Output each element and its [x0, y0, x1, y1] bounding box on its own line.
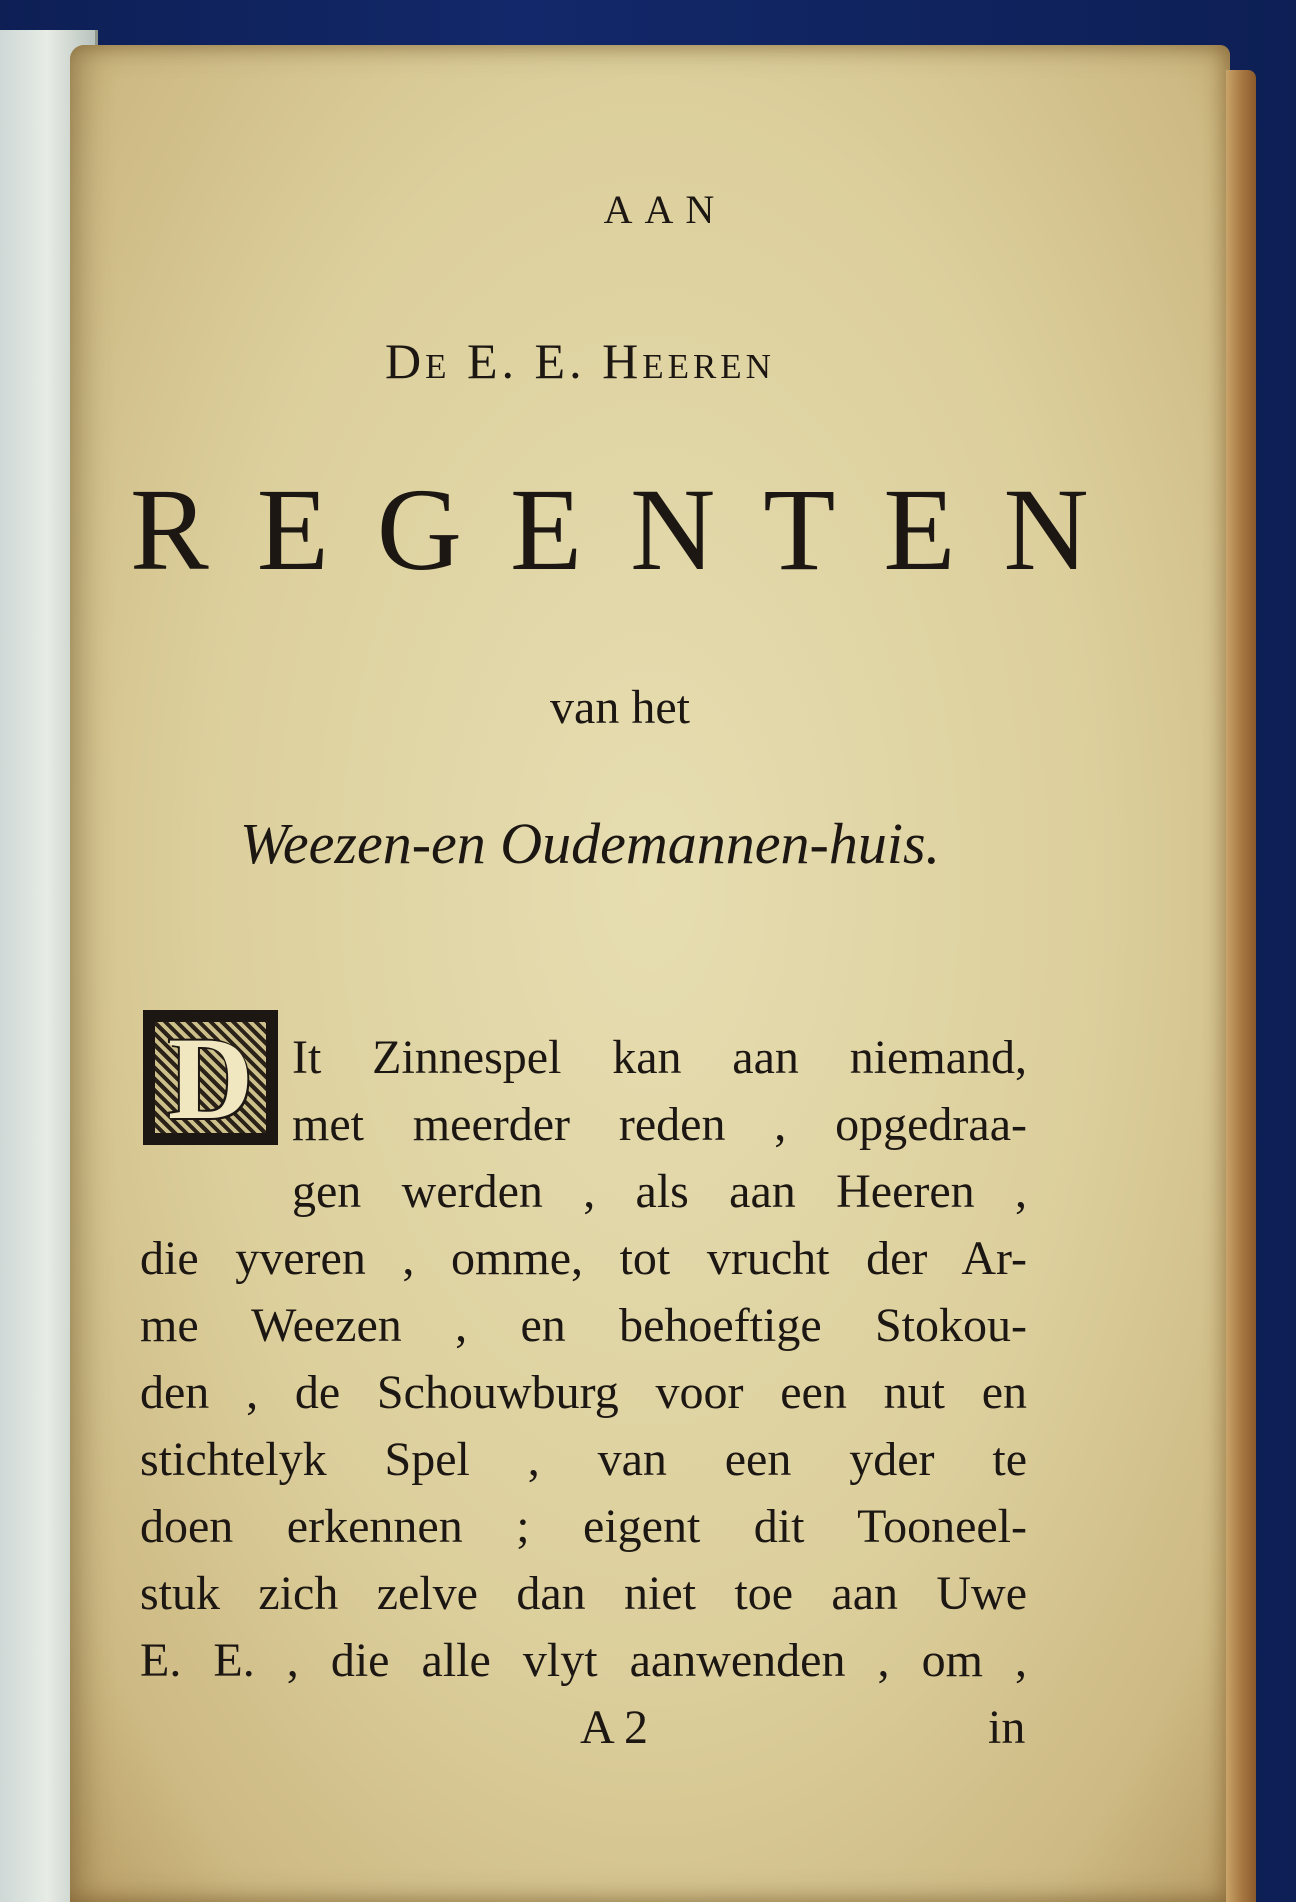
body-line: me Weezen , en behoeftige Stokou-	[140, 1299, 1027, 1352]
decorated-initial	[143, 1010, 278, 1145]
heading-institution: Weezen-en Oudemannen-huis.	[239, 811, 941, 876]
body-line: den , de Schouwburg voor een nut en	[140, 1366, 1027, 1419]
body-line: E. E. , die alle vlyt aanwenden , om ,	[140, 1634, 1027, 1687]
body-line: die yveren , omme, tot vrucht der Ar-	[140, 1232, 1027, 1285]
heading-title: REGENTEN	[130, 464, 1137, 595]
catchword: in	[988, 1701, 1026, 1754]
heading-addressee: De E. E. Heeren	[385, 333, 775, 389]
book-page	[70, 45, 1230, 1902]
body-line: stichtelyk Spel , van een yder te	[140, 1433, 1027, 1486]
body-line: gen werden , als aan Heeren ,	[292, 1165, 1027, 1218]
initial-letter: D	[167, 1013, 254, 1144]
heading-of: van het	[550, 681, 690, 734]
body-line: doen erkennen ; eigent dit Tooneel-	[140, 1500, 1027, 1553]
body-line: met meerder reden , opgedraa-	[292, 1098, 1027, 1151]
right-page-edge	[1226, 70, 1256, 1902]
body-line: It Zinnespel kan aan niemand,	[292, 1031, 1027, 1084]
body-line: stuk zich zelve dan niet toe aan Uwe	[140, 1567, 1027, 1620]
signature-mark: A 2	[580, 1701, 649, 1754]
heading-aan: AAN	[603, 187, 727, 232]
